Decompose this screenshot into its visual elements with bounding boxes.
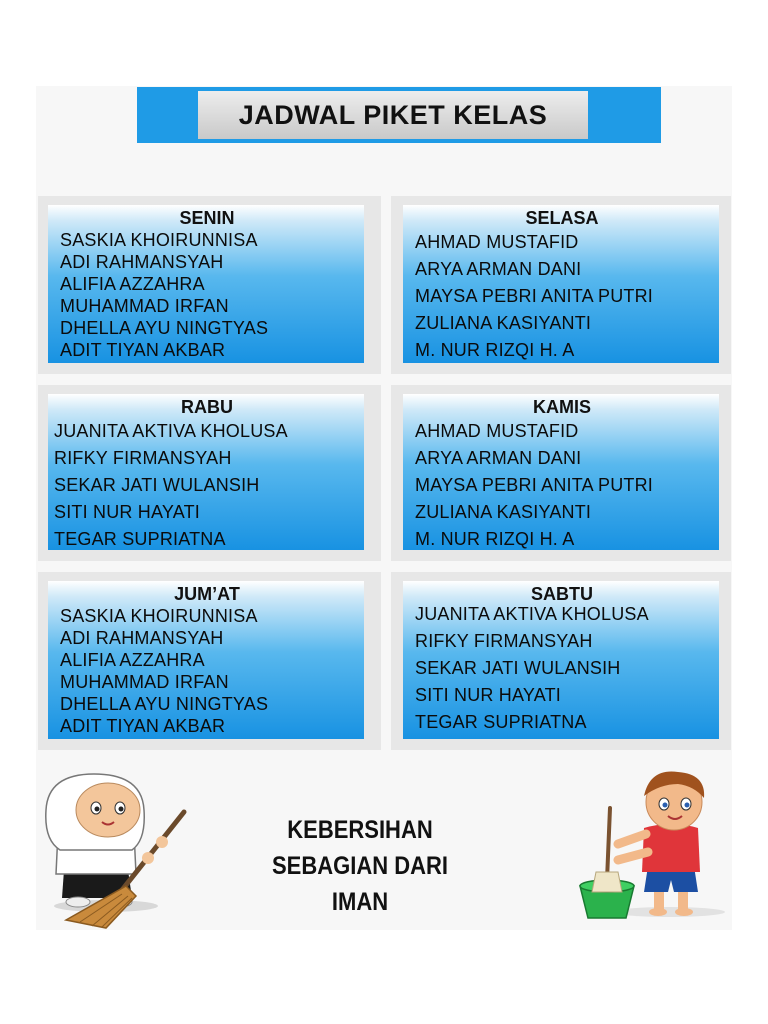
- schedule-card-kamis: [403, 394, 719, 550]
- list-item: RIFKY FIRMANSYAH: [415, 631, 593, 651]
- list-item: SEKAR JATI WULANSIH: [415, 658, 621, 678]
- schedule-card-selasa: [403, 205, 719, 363]
- day-heading: SABTU: [531, 584, 593, 604]
- schedule-card-sabtu: [403, 581, 719, 739]
- list-item: ZULIANA KASIYANTI: [415, 313, 592, 333]
- list-item: ZULIANA KASIYANTI: [415, 502, 592, 522]
- day-heading: KAMIS: [533, 397, 591, 417]
- name-list: [54, 418, 354, 550]
- list-item: ADI RAHMANSYAH: [60, 252, 224, 272]
- name-list: [415, 418, 709, 550]
- name-list: [60, 605, 354, 737]
- list-item: JUANITA AKTIVA KHOLUSA: [415, 604, 649, 624]
- list-item: MUHAMMAD IRFAN: [60, 672, 229, 692]
- day-heading: JUM’AT: [174, 584, 240, 604]
- schedule-card-rabu: [48, 394, 364, 550]
- list-item: ALIFIA AZZAHRA: [60, 650, 205, 670]
- schedule-card-senin: [48, 205, 364, 363]
- list-item: SITI NUR HAYATI: [54, 502, 201, 522]
- list-item: SASKIA KHOIRUNNISA: [60, 606, 258, 626]
- name-list: [60, 229, 354, 361]
- day-heading: RABU: [181, 397, 233, 417]
- list-item: SITI NUR HAYATI: [415, 685, 562, 705]
- list-item: JUANITA AKTIVA KHOLUSA: [54, 421, 288, 441]
- list-item: DHELLA AYU NINGTYAS: [60, 318, 269, 338]
- slogan-line-2: SEBAGIAN DARI IMAN: [271, 852, 448, 916]
- list-item: TEGAR SUPRIATNA: [54, 529, 226, 549]
- list-item: SASKIA KHOIRUNNISA: [60, 230, 258, 250]
- slogan: [254, 812, 465, 920]
- list-item: ARYA ARMAN DANI: [415, 259, 582, 279]
- list-item: RIFKY FIRMANSYAH: [54, 448, 232, 468]
- list-item: TEGAR SUPRIATNA: [415, 712, 587, 732]
- girl-sweeping-icon: [36, 770, 196, 930]
- schedule-card-jumat: [48, 581, 364, 739]
- boy-mopping-icon: [574, 768, 734, 920]
- day-heading: SENIN: [179, 208, 235, 228]
- list-item: M. NUR RIZQI H. A: [415, 529, 575, 549]
- day-heading: SELASA: [525, 208, 599, 228]
- list-item: SEKAR JATI WULANSIH: [54, 475, 260, 495]
- list-item: MAYSA PEBRI ANITA PUTRI: [415, 475, 653, 495]
- slogan-line-1: KEBERSIHAN: [287, 816, 433, 844]
- list-item: AHMAD MUSTAFID: [415, 421, 579, 441]
- list-item: ADI RAHMANSYAH: [60, 628, 224, 648]
- title-plate: [198, 91, 588, 139]
- name-list: [415, 229, 709, 363]
- list-item: M. NUR RIZQI H. A: [415, 340, 575, 360]
- list-item: MAYSA PEBRI ANITA PUTRI: [415, 286, 653, 306]
- list-item: DHELLA AYU NINGTYAS: [60, 694, 269, 714]
- list-item: ALIFIA AZZAHRA: [60, 274, 205, 294]
- list-item: AHMAD MUSTAFID: [415, 232, 579, 252]
- list-item: ADIT TIYAN AKBAR: [60, 340, 226, 360]
- list-item: ARYA ARMAN DANI: [415, 448, 582, 468]
- list-item: MUHAMMAD IRFAN: [60, 296, 229, 316]
- name-list: [415, 601, 709, 736]
- page-title: JADWAL PIKET KELAS: [238, 99, 548, 130]
- list-item: ADIT TIYAN AKBAR: [60, 716, 226, 736]
